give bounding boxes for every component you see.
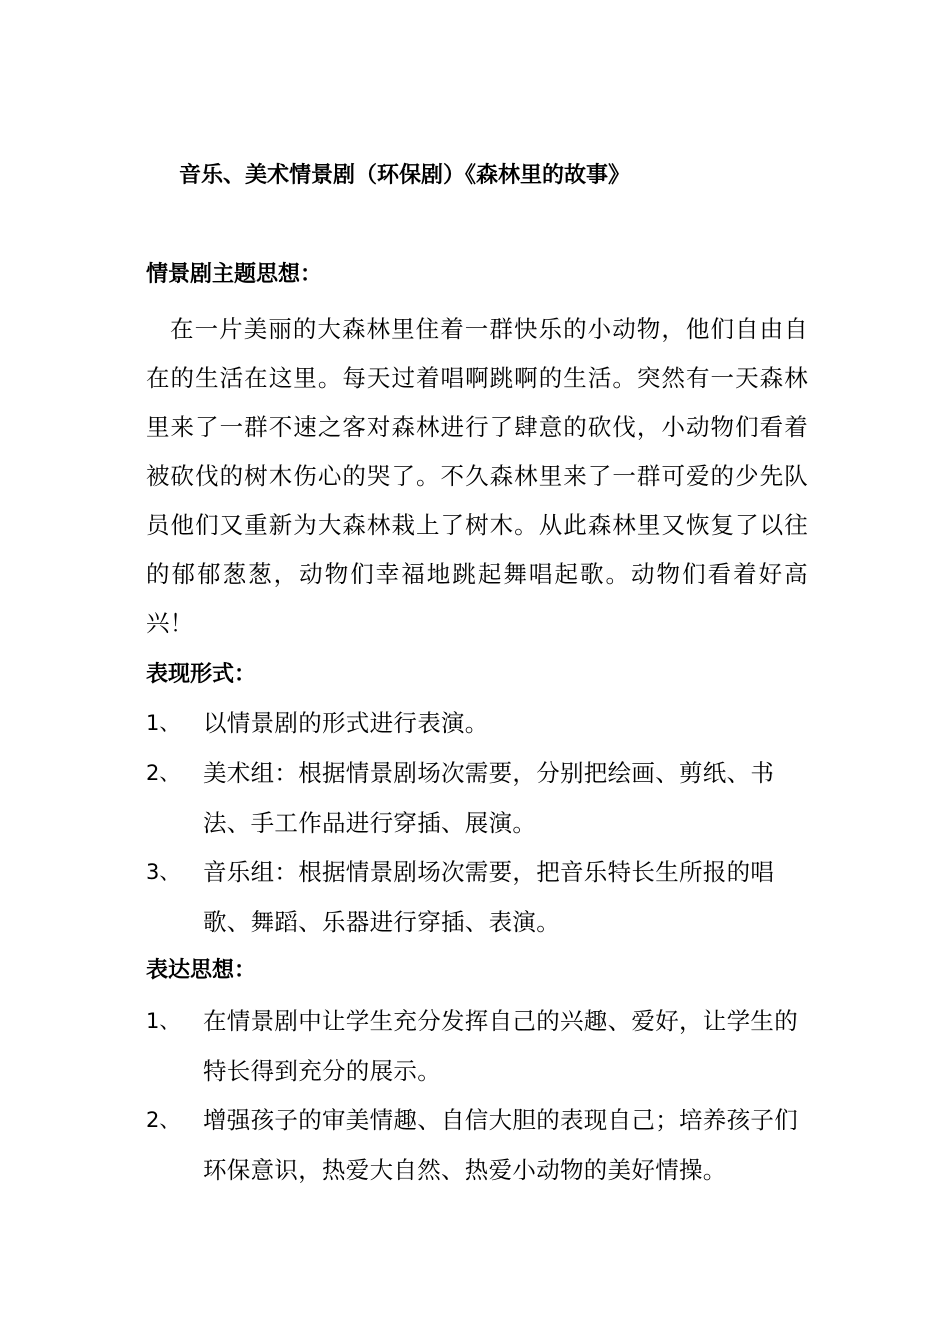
list-number: 1、 <box>146 1009 181 1033</box>
list-number: 3、 <box>146 860 181 884</box>
theme-paragraph: 在一片美丽的大森林里住着一群快乐的小动物，他们自由自在的生活在这里。每天过着唱啊跳啊的生活。突然有一天森林里来了一群不速之客对森林进行了肆意的砍伐，小动物们看着被砍伐的树木伤心的哭了。不久森林里来了一群可爱的少先队员他们又重新为大森林栽上了树木。从此森林里又恢复了以往的郁郁葱葱，动物们幸福地跳起舞唱起歌。动物们看着好高兴！ <box>146 315 808 637</box>
list-text: 增强孩子的审美情趣、自信大胆的表现自己；培养孩子们环保意识，热爱大自然、热爱小动物的美好情操。 <box>203 1106 798 1184</box>
list-number: 2、 <box>146 761 181 785</box>
list-number: 2、 <box>146 1108 181 1132</box>
section-heading-expression: 表达思想： <box>146 958 257 983</box>
list-text: 美术组：根据情景剧场次需要，分别把绘画、剪纸、书法、手工作品进行穿插、展演。 <box>203 759 775 837</box>
list-number: 1、 <box>146 711 181 735</box>
list-text: 音乐组：根据情景剧场次需要，把音乐特长生所报的唱歌、舞蹈、乐器进行穿插、表演。 <box>203 858 775 936</box>
section-heading-form: 表现形式： <box>146 662 257 687</box>
list-text: 以情景剧的形式进行表演。 <box>203 709 489 737</box>
section-heading-theme: 情景剧主题思想： <box>146 262 323 287</box>
list-text: 在情景剧中让学生充分发挥自己的兴趣、爱好，让学生的特长得到充分的展示。 <box>203 1007 798 1085</box>
document-title: 音乐、美术情景剧（环保剧）《森林里的故事》 <box>179 163 631 188</box>
